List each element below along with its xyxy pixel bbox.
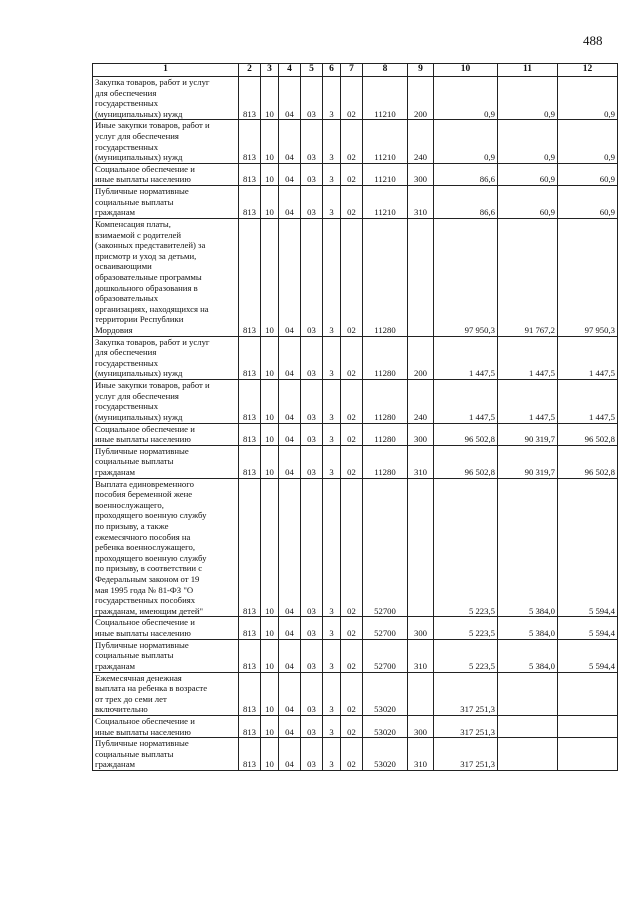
header-cell: 2 bbox=[239, 64, 261, 77]
row-value-cell: 96 502,8 bbox=[434, 445, 498, 478]
row-value-cell: 1 447,5 bbox=[498, 336, 558, 379]
row-value-cell: 5 384,0 bbox=[498, 639, 558, 672]
row-value-cell: 813 bbox=[239, 639, 261, 672]
row-value-cell: 5 594,4 bbox=[558, 478, 618, 617]
row-value-cell: 10 bbox=[261, 336, 279, 379]
row-name-cell: Выплата единовременного пособия беременной жене военнослужащего, проходящего военную службу по призыву, а также ежемесячного пособия на ребенка военнослужащего, проходящего военную службу по призыву, в соответствии с Федеральным законом от 19 мая 1995 года № 81-ФЗ "О государственных пособиях гражданам, имеющим детей" bbox=[93, 478, 239, 617]
row-value-cell: 0,9 bbox=[498, 77, 558, 120]
row-value-cell: 3 bbox=[323, 738, 341, 771]
row-value-cell: 813 bbox=[239, 218, 261, 336]
row-value-cell: 60,9 bbox=[498, 163, 558, 185]
row-value-cell: 97 950,3 bbox=[558, 218, 618, 336]
row-value-cell: 200 bbox=[408, 77, 434, 120]
row-value-cell: 04 bbox=[279, 445, 301, 478]
row-value-cell: 02 bbox=[341, 445, 363, 478]
row-value-cell: 03 bbox=[301, 186, 323, 219]
table-row bbox=[93, 423, 618, 445]
row-value-cell: 60,9 bbox=[558, 186, 618, 219]
row-value-cell: 3 bbox=[323, 380, 341, 423]
row-value-cell: 5 223,5 bbox=[434, 478, 498, 617]
row-value-cell: 317 251,3 bbox=[434, 738, 498, 771]
row-value-cell: 310 bbox=[408, 445, 434, 478]
row-name-cell: Публичные нормативные социальные выплаты гражданам bbox=[93, 445, 239, 478]
row-value-cell: 5 384,0 bbox=[498, 478, 558, 617]
row-value-cell: 240 bbox=[408, 380, 434, 423]
row-value-cell: 03 bbox=[301, 738, 323, 771]
row-value-cell: 1 447,5 bbox=[434, 380, 498, 423]
row-value-cell: 53020 bbox=[363, 715, 408, 737]
row-value-cell bbox=[408, 478, 434, 617]
row-value-cell: 11280 bbox=[363, 423, 408, 445]
row-value-cell: 03 bbox=[301, 423, 323, 445]
row-value-cell: 5 384,0 bbox=[498, 617, 558, 639]
row-value-cell: 97 950,3 bbox=[434, 218, 498, 336]
row-value-cell: 813 bbox=[239, 715, 261, 737]
row-value-cell: 04 bbox=[279, 186, 301, 219]
row-value-cell: 10 bbox=[261, 77, 279, 120]
row-name-cell: Публичные нормативные социальные выплаты гражданам bbox=[93, 738, 239, 771]
table-row bbox=[93, 715, 618, 737]
row-value-cell: 04 bbox=[279, 336, 301, 379]
header-cell: 8 bbox=[363, 64, 408, 77]
table-row bbox=[93, 186, 618, 219]
row-value-cell: 90 319,7 bbox=[498, 423, 558, 445]
row-value-cell: 11280 bbox=[363, 445, 408, 478]
row-value-cell: 10 bbox=[261, 380, 279, 423]
row-value-cell: 11210 bbox=[363, 186, 408, 219]
row-value-cell: 04 bbox=[279, 478, 301, 617]
row-value-cell: 91 767,2 bbox=[498, 218, 558, 336]
row-value-cell: 3 bbox=[323, 423, 341, 445]
row-value-cell: 96 502,8 bbox=[558, 423, 618, 445]
row-value-cell: 310 bbox=[408, 186, 434, 219]
row-value-cell: 1 447,5 bbox=[558, 336, 618, 379]
row-value-cell: 60,9 bbox=[558, 163, 618, 185]
row-value-cell: 02 bbox=[341, 715, 363, 737]
row-value-cell bbox=[558, 715, 618, 737]
row-value-cell: 813 bbox=[239, 478, 261, 617]
row-value-cell: 02 bbox=[341, 163, 363, 185]
row-value-cell: 03 bbox=[301, 445, 323, 478]
row-value-cell: 0,9 bbox=[434, 77, 498, 120]
row-value-cell: 52700 bbox=[363, 478, 408, 617]
row-value-cell: 813 bbox=[239, 380, 261, 423]
row-value-cell: 3 bbox=[323, 617, 341, 639]
row-value-cell: 02 bbox=[341, 77, 363, 120]
row-value-cell: 10 bbox=[261, 639, 279, 672]
row-value-cell: 300 bbox=[408, 715, 434, 737]
row-value-cell: 300 bbox=[408, 617, 434, 639]
header-row bbox=[93, 64, 618, 77]
table-row bbox=[93, 218, 618, 336]
row-value-cell: 0,9 bbox=[434, 120, 498, 163]
row-value-cell: 53020 bbox=[363, 738, 408, 771]
row-value-cell: 11280 bbox=[363, 380, 408, 423]
row-name-cell: Компенсация платы, взимаемой с родителей (законных представителей) за присмотр и уход за детьми, осваивающими образовательные программы дошкольного образования в образовательных организациях, находящихся на территории Республики Мордовия bbox=[93, 218, 239, 336]
row-value-cell: 86,6 bbox=[434, 186, 498, 219]
table-row bbox=[93, 163, 618, 185]
row-value-cell: 03 bbox=[301, 715, 323, 737]
table-row bbox=[93, 445, 618, 478]
budget-table bbox=[92, 63, 618, 771]
row-value-cell: 03 bbox=[301, 163, 323, 185]
row-value-cell: 3 bbox=[323, 478, 341, 617]
table-row bbox=[93, 738, 618, 771]
row-name-cell: Иные закупки товаров, работ и услуг для обеспечения государственных (муниципальных) нужд bbox=[93, 120, 239, 163]
row-value-cell: 3 bbox=[323, 336, 341, 379]
row-name-cell: Иные закупки товаров, работ и услуг для обеспечения государственных (муниципальных) нужд bbox=[93, 380, 239, 423]
row-value-cell: 03 bbox=[301, 336, 323, 379]
page-number: 488 bbox=[583, 33, 603, 48]
row-value-cell bbox=[498, 672, 558, 715]
table-row bbox=[93, 380, 618, 423]
row-value-cell: 10 bbox=[261, 163, 279, 185]
row-value-cell: 04 bbox=[279, 423, 301, 445]
header-cell: 12 bbox=[558, 64, 618, 77]
row-value-cell: 310 bbox=[408, 738, 434, 771]
row-value-cell: 5 223,5 bbox=[434, 639, 498, 672]
row-value-cell: 10 bbox=[261, 120, 279, 163]
row-value-cell: 03 bbox=[301, 617, 323, 639]
row-value-cell: 60,9 bbox=[498, 186, 558, 219]
row-value-cell: 10 bbox=[261, 672, 279, 715]
row-value-cell: 04 bbox=[279, 617, 301, 639]
row-value-cell: 11210 bbox=[363, 120, 408, 163]
row-value-cell: 04 bbox=[279, 380, 301, 423]
row-value-cell bbox=[408, 218, 434, 336]
row-value-cell: 03 bbox=[301, 380, 323, 423]
row-value-cell: 10 bbox=[261, 445, 279, 478]
row-value-cell: 52700 bbox=[363, 617, 408, 639]
row-value-cell: 10 bbox=[261, 738, 279, 771]
row-value-cell: 3 bbox=[323, 77, 341, 120]
row-value-cell: 0,9 bbox=[498, 120, 558, 163]
row-value-cell: 04 bbox=[279, 672, 301, 715]
table-row bbox=[93, 617, 618, 639]
row-value-cell: 813 bbox=[239, 120, 261, 163]
row-value-cell: 10 bbox=[261, 218, 279, 336]
row-value-cell: 317 251,3 bbox=[434, 715, 498, 737]
row-value-cell: 300 bbox=[408, 423, 434, 445]
row-value-cell: 11280 bbox=[363, 218, 408, 336]
header-cell: 10 bbox=[434, 64, 498, 77]
row-name-cell: Социальное обеспечение и иные выплаты населению bbox=[93, 715, 239, 737]
row-value-cell: 1 447,5 bbox=[558, 380, 618, 423]
row-value-cell: 317 251,3 bbox=[434, 672, 498, 715]
row-value-cell: 310 bbox=[408, 639, 434, 672]
row-value-cell: 3 bbox=[323, 218, 341, 336]
header-cell: 7 bbox=[341, 64, 363, 77]
table-row bbox=[93, 478, 618, 617]
row-value-cell: 1 447,5 bbox=[434, 336, 498, 379]
row-value-cell: 02 bbox=[341, 478, 363, 617]
row-name-cell: Закупка товаров, работ и услуг для обеспечения государственных (муниципальных) нужд bbox=[93, 77, 239, 120]
row-value-cell bbox=[558, 738, 618, 771]
table-row bbox=[93, 77, 618, 120]
table-row bbox=[93, 639, 618, 672]
row-value-cell bbox=[558, 672, 618, 715]
header-cell: 9 bbox=[408, 64, 434, 77]
row-value-cell: 813 bbox=[239, 77, 261, 120]
row-value-cell: 3 bbox=[323, 715, 341, 737]
row-value-cell: 53020 bbox=[363, 672, 408, 715]
row-value-cell: 3 bbox=[323, 186, 341, 219]
row-value-cell: 5 223,5 bbox=[434, 617, 498, 639]
row-value-cell: 813 bbox=[239, 336, 261, 379]
row-value-cell: 86,6 bbox=[434, 163, 498, 185]
table-row bbox=[93, 120, 618, 163]
row-value-cell: 10 bbox=[261, 186, 279, 219]
row-value-cell: 300 bbox=[408, 163, 434, 185]
row-value-cell bbox=[498, 715, 558, 737]
row-value-cell: 813 bbox=[239, 617, 261, 639]
row-value-cell: 11210 bbox=[363, 163, 408, 185]
row-value-cell: 3 bbox=[323, 639, 341, 672]
header-cell: 1 bbox=[93, 64, 239, 77]
header-cell: 11 bbox=[498, 64, 558, 77]
row-name-cell: Закупка товаров, работ и услуг для обеспечения государственных (муниципальных) нужд bbox=[93, 336, 239, 379]
row-value-cell: 10 bbox=[261, 423, 279, 445]
row-value-cell: 03 bbox=[301, 218, 323, 336]
row-value-cell: 96 502,8 bbox=[434, 423, 498, 445]
row-value-cell: 04 bbox=[279, 715, 301, 737]
row-value-cell: 3 bbox=[323, 163, 341, 185]
row-value-cell: 11210 bbox=[363, 77, 408, 120]
header-cell: 5 bbox=[301, 64, 323, 77]
row-value-cell: 5 594,4 bbox=[558, 639, 618, 672]
row-value-cell: 0,9 bbox=[558, 77, 618, 120]
row-value-cell: 200 bbox=[408, 336, 434, 379]
row-value-cell: 03 bbox=[301, 120, 323, 163]
row-value-cell: 02 bbox=[341, 186, 363, 219]
row-value-cell: 03 bbox=[301, 77, 323, 120]
row-value-cell: 04 bbox=[279, 163, 301, 185]
header-cell: 6 bbox=[323, 64, 341, 77]
row-name-cell: Ежемесячная денежная выплата на ребенка в возрасте от трех до семи лет включительно bbox=[93, 672, 239, 715]
row-value-cell: 04 bbox=[279, 218, 301, 336]
row-value-cell: 03 bbox=[301, 672, 323, 715]
table-row bbox=[93, 672, 618, 715]
row-value-cell: 96 502,8 bbox=[558, 445, 618, 478]
row-value-cell: 10 bbox=[261, 715, 279, 737]
row-value-cell: 11280 bbox=[363, 336, 408, 379]
row-value-cell: 813 bbox=[239, 186, 261, 219]
row-value-cell: 04 bbox=[279, 120, 301, 163]
row-name-cell: Социальное обеспечение и иные выплаты населению bbox=[93, 163, 239, 185]
row-value-cell: 813 bbox=[239, 738, 261, 771]
row-value-cell: 04 bbox=[279, 639, 301, 672]
row-value-cell: 3 bbox=[323, 445, 341, 478]
row-value-cell: 5 594,4 bbox=[558, 617, 618, 639]
row-value-cell: 0,9 bbox=[558, 120, 618, 163]
row-value-cell: 10 bbox=[261, 617, 279, 639]
row-value-cell: 02 bbox=[341, 738, 363, 771]
row-value-cell bbox=[408, 672, 434, 715]
row-value-cell: 3 bbox=[323, 120, 341, 163]
row-value-cell: 02 bbox=[341, 617, 363, 639]
row-value-cell: 813 bbox=[239, 445, 261, 478]
row-name-cell: Социальное обеспечение и иные выплаты населению bbox=[93, 617, 239, 639]
row-name-cell: Публичные нормативные социальные выплаты гражданам bbox=[93, 186, 239, 219]
row-value-cell bbox=[498, 738, 558, 771]
row-value-cell: 10 bbox=[261, 478, 279, 617]
row-value-cell: 240 bbox=[408, 120, 434, 163]
row-value-cell: 3 bbox=[323, 672, 341, 715]
row-value-cell: 02 bbox=[341, 120, 363, 163]
header-cell: 3 bbox=[261, 64, 279, 77]
table-row bbox=[93, 336, 618, 379]
row-value-cell: 02 bbox=[341, 218, 363, 336]
row-value-cell: 02 bbox=[341, 380, 363, 423]
row-value-cell: 03 bbox=[301, 639, 323, 672]
row-name-cell: Социальное обеспечение и иные выплаты населению bbox=[93, 423, 239, 445]
row-value-cell: 02 bbox=[341, 639, 363, 672]
row-value-cell: 52700 bbox=[363, 639, 408, 672]
row-value-cell: 04 bbox=[279, 738, 301, 771]
row-name-cell: Публичные нормативные социальные выплаты гражданам bbox=[93, 639, 239, 672]
row-value-cell: 04 bbox=[279, 77, 301, 120]
row-value-cell: 813 bbox=[239, 672, 261, 715]
row-value-cell: 02 bbox=[341, 336, 363, 379]
row-value-cell: 1 447,5 bbox=[498, 380, 558, 423]
row-value-cell: 813 bbox=[239, 423, 261, 445]
row-value-cell: 90 319,7 bbox=[498, 445, 558, 478]
row-value-cell: 02 bbox=[341, 672, 363, 715]
row-value-cell: 02 bbox=[341, 423, 363, 445]
row-value-cell: 03 bbox=[301, 478, 323, 617]
header-cell: 4 bbox=[279, 64, 301, 77]
row-value-cell: 813 bbox=[239, 163, 261, 185]
